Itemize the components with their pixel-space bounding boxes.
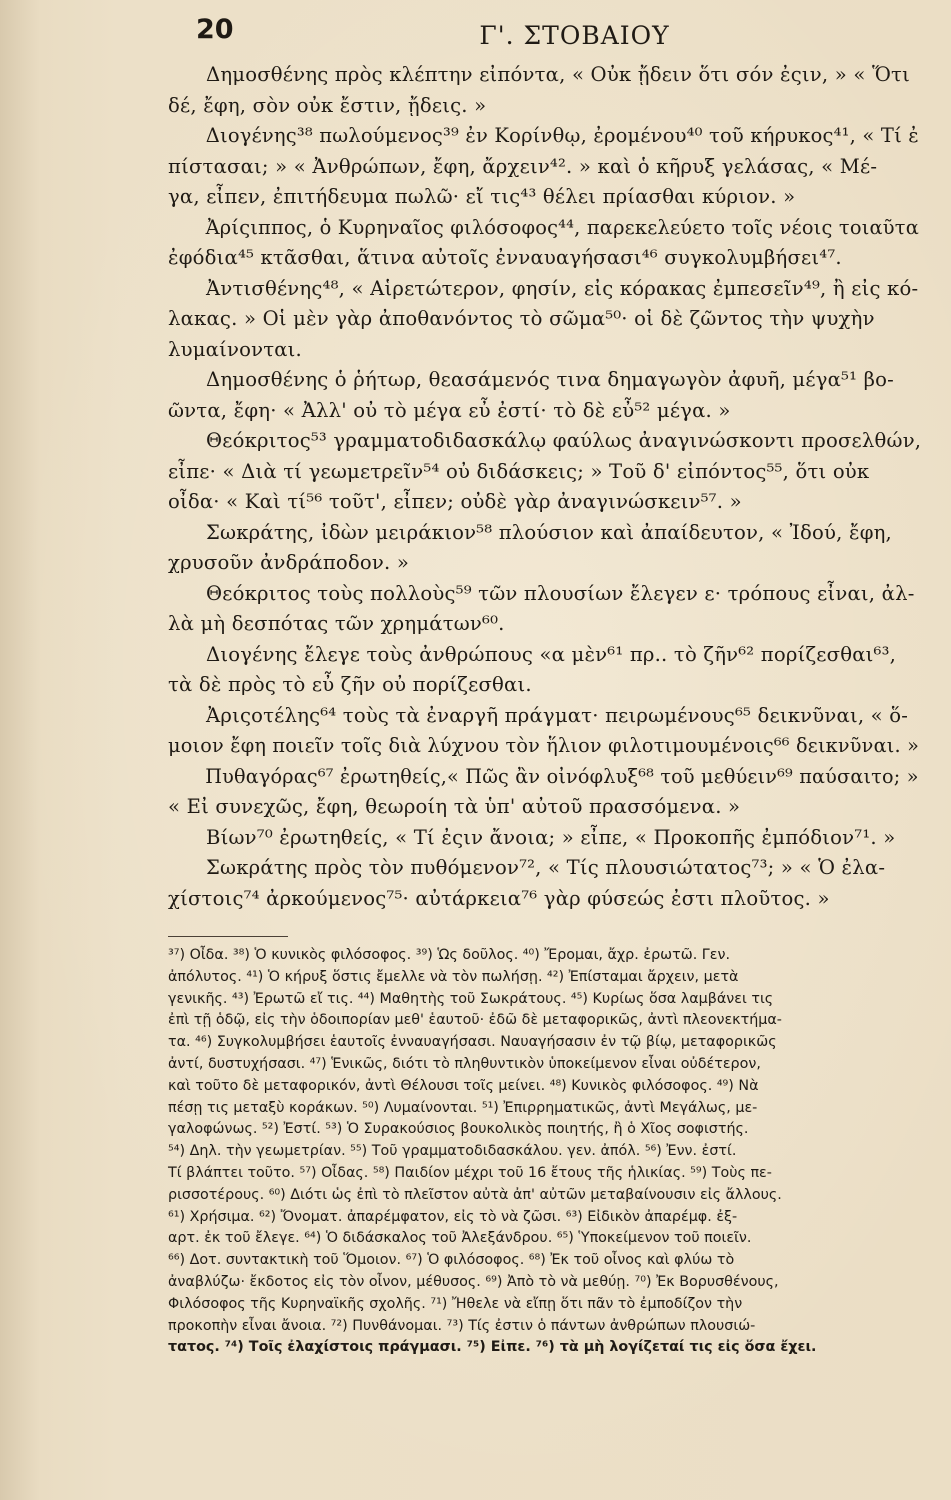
footnote-line: ἀναβλύζω· ἔκδοτος εἰς τὸν οἶνον, μέθυσος. ⁶⁹) Ἀπὸ τὸ νὰ μεθύῃ. ⁷⁰) Ἐκ Βορυσθένους, xyxy=(168,1273,779,1290)
footnote-line: Τί βλάπτει τοῦτο. ⁵⁷) Οἶδας. ⁵⁸) Παιδίον μέχρι τοῦ 16 ἔτους τῆς ἡλικίας. ⁵⁹) Τοὺς πε- xyxy=(168,1164,772,1181)
text-line: χρυσοῦν ἀνδράποδον. » xyxy=(168,551,410,574)
text-line: ἐφόδια⁴⁵ κτᾶσθαι, ἅτινα αὐτοῖς ἐνναυαγήσασι⁴⁶ συγκολυμβήσει⁴⁷. xyxy=(168,246,842,269)
text-line: Διογένης³⁸ πωλούμενος³⁹ ἐν Κορίνθῳ, ἐρομένου⁴⁰ τοῦ κήρυκος⁴¹, « Τί ἐ xyxy=(205,124,919,147)
footnote-line: ἀντί, δυστυχήσασι. ⁴⁷) Ἑνικῶς, διότι τὸ πληθυντικὸν ὑποκείμενον εἶναι οὐδέτερον, xyxy=(168,1055,761,1072)
text-line: μοιον ἔφη ποιεῖν τοῖς διὰ λύχνου τὸν ἥλιον φιλοτιμουμένοις⁶⁶ δεικνῦναι. » xyxy=(168,734,920,757)
footnote-line: τα. ⁴⁶) Συγκολυμβήσει ἑαυτοῖς ἐνναυαγήσασι. Ναυαγήσασιν ἐν τῷ βίῳ, μεταφορικῶς xyxy=(168,1034,777,1051)
footnote-line: ⁶⁶) Δοτ. συντακτικὴ τοῦ Ὅμοιον. ⁶⁷) Ὁ φιλόσοφος. ⁶⁸) Ἐκ τοῦ οἶνος καὶ φλύω τὸ xyxy=(168,1252,735,1269)
text-line: γα, εἶπεν, ἐπιτήδευμα πωλῶ· εἴ τις⁴³ θέλει πρίασθαι κύριον. » xyxy=(168,185,796,208)
text-line: τὰ δὲ πρὸς τὸ εὖ ζῆν οὐ πορίζεσθαι. xyxy=(168,673,532,696)
footnote-line: αρτ. ἐκ τοῦ ἔλεγε. ⁶⁴) Ὁ διδάσκαλος τοῦ Ἀλεξάνδρου. ⁶⁵) Ὑποκείμενον τοῦ ποιεῖν. xyxy=(168,1230,752,1247)
footnote-line: πέσῃ τις μεταξὺ κοράκων. ⁵⁰) Λυμαίνονται. ⁵¹) Ἐπιρρηματικῶς, ἀντὶ Μεγάλως, με- xyxy=(168,1099,758,1116)
text-line: εἶπε· « Διὰ τί γεωμετρεῖν⁵⁴ οὐ διδάσκεις; » Τοῦ δ' εἰπόντος⁵⁵, ὅτι οὐκ xyxy=(168,459,870,483)
text-line: Δημοσθένης πρὸς κλέπτην εἰπόντα, « Οὐκ ᾔδειν ὅτι σόν ἐςιν, » « Ὅτι xyxy=(206,63,910,86)
page-number: 20 xyxy=(196,14,234,45)
footnote-line: ρισσοτέρους. ⁶⁰) Διότι ὡς ἐπὶ τὸ πλεῖστον αὐτὰ ἀπ' αὐτῶν μεταβαίνουσιν εἰς ἄλλους. xyxy=(168,1186,782,1203)
footnote-line: Φιλόσοφος τῆς Κυρηναϊκῆς σχολῆς. ⁷¹) Ἤθελε νὰ εἴπῃ ὅτι πᾶν τὸ ἐμποδίζον τὴν xyxy=(168,1295,743,1312)
text-line: Διογένης ἔλεγε τοὺς ἀνθρώπους «α μὲν⁶¹ πρ.. τὸ ζῆν⁶² πορίζεσθαι⁶³, xyxy=(206,642,897,666)
footnote-line: τατος. ⁷⁴) Τοῖς ἐλαχίστοις πράγμασι. ⁷⁵) Εἰπε. ⁷⁶) τὰ μὴ λογίζεταί τις εἰς ὅσα ἔχει. xyxy=(168,1339,817,1356)
text-line: λυμαίνονται. xyxy=(168,337,302,361)
text-line: Θεόκριτος τοὺς πολλοὺς⁵⁹ τῶν πλουσίων ἔλεγεν ε· τρόπους εἶναι, ἀλ- xyxy=(206,581,915,605)
footnote-line: γενικῆς. ⁴³) Ἐρωτῶ εἴ τις. ⁴⁴) Μαθητὴς τοῦ Σωκράτους. ⁴⁵) Κυρίως ὅσα λαμβάνει τις xyxy=(168,990,774,1007)
text-line: λὰ μὴ δεσπότας τῶν χρημάτων⁶⁰. xyxy=(168,612,505,635)
text-line: δέ, ἔφη, σὸν οὐκ ἔστιν, ᾔδεις. » xyxy=(168,93,487,117)
text-line: Ἀρίςιππος, ὁ Κυρηναῖος φιλόσοφος⁴⁴, παρεκελεύετο τοῖς νέοις τοιαῦτα xyxy=(205,215,919,239)
text-line: οἶδα· « Καὶ τί⁵⁶ τοῦτ', εἶπεν; οὐδὲ γὰρ ἀναγινώσκειν⁵⁷. » xyxy=(168,490,742,513)
text-line: « Εἰ συνεχῶς, ἔφη, θεωροίη τὰ ὑπ' αὐτοῦ πρασσόμενα. » xyxy=(168,795,741,818)
text-line: ῶντα, ἔφη· « Ἀλλ' οὐ τὸ μέγα εὖ ἐστί· τὸ δὲ εὖ⁵² μέγα. » xyxy=(168,398,731,422)
text-line: Ἀντισθένης⁴⁸, « Αἱρετώτερον, φησίν, εἰς κόρακας ἐμπεσεῖν⁴⁹, ἢ εἰς κό- xyxy=(206,276,919,300)
text-line: Δημοσθένης ὁ ῥήτωρ, θεασάμενός τινα δημαγωγὸν ἀφυῆ, μέγα⁵¹ βο- xyxy=(206,368,894,391)
footnote-line: γαλοφώνως. ⁵²) Ἐστί. ⁵³) Ὁ Συρακούσιος βουκολικὸς ποιητής, ἢ ὁ Χῖος σοφιστής. xyxy=(168,1121,749,1138)
footnotes xyxy=(168,945,921,1359)
main-text xyxy=(168,60,921,914)
footnote-line: προκοπὴν εἶναι ἄνοια. ⁷²) Πυνθάνομαι. ⁷³) Τίς ἐστιν ὁ πάντων ἀνθρώπων πλουσιώ- xyxy=(168,1317,756,1334)
text-line: Θεόκριτος⁵³ γραμματοδιδασκάλῳ φαύλως ἀναγινώσκοντι προσελθών, xyxy=(206,429,922,452)
text-line: Ἀριςοτέλης⁶⁴ τοὺς τὰ ἐναργῆ πράγματ· πειρωμένους⁶⁵ δεικνῦναι, « ὅ- xyxy=(206,703,909,727)
text-line: Βίων⁷⁰ ἐρωτηθείς, « Τί ἐςιν ἄνοια; » εἶπε, « Προκοπῆς ἐμπόδιον⁷¹. » xyxy=(206,825,896,849)
footnote-line: ⁵⁴) Δηλ. τὴν γεωμετρίαν. ⁵⁵) Τοῦ γραμματοδιδασκάλου. γεν. ἀπόλ. ⁵⁶) Ἐνν. ἐστί. xyxy=(168,1143,737,1160)
footnote-line: ἀπόλυτος. ⁴¹) Ὁ κήρυξ ὅστις ἔμελλε νὰ τὸν πωλήσῃ. ⁴²) Ἐπίσταμαι ἄρχειν, μετὰ xyxy=(168,968,739,985)
footnote-divider xyxy=(168,936,288,937)
text-line: Σωκράτης πρὸς τὸν πυθόμενον⁷², « Τίς πλουσιώτατος⁷³; » « Ὁ ἐλα- xyxy=(206,856,886,879)
footnote-line: ⁶¹) Χρήσιμα. ⁶²) Ὄνοματ. ἀπαρέμφατον, εἰς τὸ νὰ ζῶσι. ⁶³) Εἰδικὸν ἀπαρέμφ. ἐξ- xyxy=(168,1208,738,1225)
text-line: λακας. » Οἱ μὲν γὰρ ἀποθανόντος τὸ σῶμα⁵⁰· οἱ δὲ ζῶντος τὴν ψυχὴν xyxy=(168,307,875,330)
text-line: Πυθαγόρας⁶⁷ ἐρωτηθείς,« Πῶς ἂν οἰνόφλυξ⁶⁸ τοῦ μεθύειν⁶⁹ παύσαιτο; » xyxy=(205,764,919,788)
text-line: χίστοις⁷⁴ ἀρκούμενος⁷⁵· αὐτάρκεια⁷⁶ γὰρ φύσεώς ἐστι πλοῦτος. » xyxy=(168,886,830,910)
footnote-line: ³⁷) Οἶδα. ³⁸) Ὁ κυνικὸς φιλόσοφος. ³⁹) Ὡς δοῦλος. ⁴⁰) Ἔρομαι, ἄχρ. ἐρωτῶ. Γεν. xyxy=(168,947,731,963)
footnote-line: ἐπὶ τῇ ὁδῷ, εἰς τὴν ὁδοιπορίαν μεθ' ἑαυτοῦ· ἐδῶ δὲ μεταφορικῶς, ἀντὶ πλεονεκτήμα- xyxy=(168,1012,782,1029)
footnote-line: καὶ τοῦτο δὲ μεταφορικόν, ἀντὶ Θέλουσι τοῖς μείνει. ⁴⁸) Κυνικὸς φιλόσοφος. ⁴⁹) Νὰ xyxy=(168,1077,759,1094)
text-line: Σωκράτης, ἰδὼν μειράκιον⁵⁸ πλούσιον καὶ ἀπαίδευτον, « Ἰδού, ἔφη, xyxy=(206,520,892,544)
running-head: Γ'. ΣΤΟΒΑΙΟΥ xyxy=(479,21,670,50)
text-line: πίστασαι; » « Ἀνθρώπων, ἔφη, ἄρχειν⁴². » καὶ ὁ κῆρυξ γελάσας, « Μέ- xyxy=(168,154,878,178)
